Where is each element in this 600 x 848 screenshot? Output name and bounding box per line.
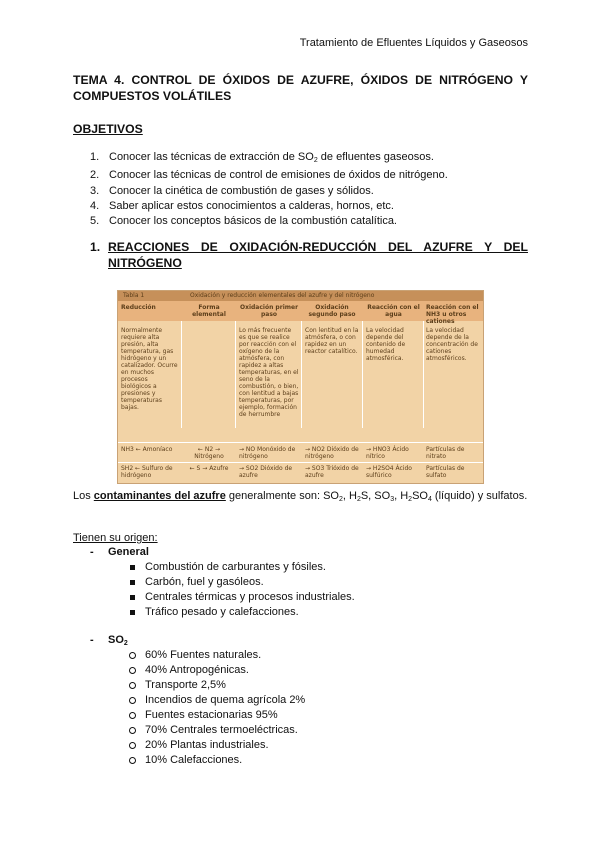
objective-number: 5. [90,215,100,228]
row-separator [118,462,483,463]
list-item: 10% Calefacciones. [128,753,305,768]
objectives-list [90,150,448,229]
table-header-cell: Reacción con el agua [367,304,420,318]
column-divider [423,321,424,428]
table-body-cell: Con lentitud en la atmósfera, o con rapidez en un reactor catalítico. [305,327,359,355]
text-run: , H [342,490,357,502]
text-run: , H [394,490,409,502]
oxidation-table-image [117,290,484,484]
table-body-cell: → NO Monóxido de nitrógeno [239,446,296,460]
table-body-cell: Normalmente requiere alta presión, alta temperatura, gas hidrógeno y un catalizador. Ocurre en muchos procesos biológicos a presiones y temperaturas bajas. [121,327,178,411]
row-separator [118,442,483,443]
section-heading [90,239,528,271]
table-header-cell: Reducción [121,304,156,311]
objective-text: Conocer los conceptos básicos de la combustión catalítica. [109,215,397,228]
objective-number: 1. [90,151,100,163]
column-divider [181,321,182,428]
subscript: 3 [390,496,395,503]
objective-item [90,184,448,199]
table-body-cell: Partículas de nitrato [426,446,465,460]
so2-sources-list [128,648,305,768]
table-body-cell: NH3 ← Amoníaco [121,446,173,453]
table-body-cell: SH2 ← Sulfuro de hidrógeno [121,465,173,479]
table-body-cell: → SO2 Dióxido de azufre [239,465,293,479]
objective-number: 2. [90,169,100,182]
table-body-cell: → SO3 Trióxido de azufre [305,465,359,479]
table-title-bar [118,291,483,301]
list-item: Combustión de carburantes y fósiles. [128,560,355,575]
objective-text: Saber aplicar estos conocimientos a calderas, hornos, etc. [109,199,394,212]
dash-bullet: - [90,634,94,646]
text-run: Los [73,490,94,502]
objective-item [90,199,448,214]
section-number: 1. [90,240,101,254]
column-divider [362,321,363,428]
list-item: Transporte 2,5% [128,678,305,693]
list-item: 40% Antropogénicas. [128,663,305,678]
general-sources-list [128,560,355,620]
bold-underlined-term: contaminantes del azufre [93,490,226,502]
sulfur-contaminants-paragraph [73,488,528,508]
objective-number: 3. [90,184,100,197]
table-body-cell: → NO2 Dióxido de nitrógeno [305,446,359,460]
objective-text: de efluentes gaseosos. [317,151,434,163]
text-run: generalmente son: SO [225,490,339,502]
table-body-cell: → H2SO4 Ácido sulfúrico [366,465,412,479]
subscript: 2 [408,496,413,503]
subscript: 2 [123,640,128,647]
table-header-cell: Reacción con el NH3 u otros cationes [426,304,479,325]
table-header-cell: Forma elemental [192,304,226,318]
column-divider [301,321,302,428]
list-item: Centrales térmicas y procesos industriales. [128,590,355,605]
objective-number: 4. [90,199,100,212]
list-item: Tráfico pesado y calefacciones. [128,605,355,620]
origin-heading: Tienen su origen: [73,532,158,544]
list-item: Carbón, fuel y gasóleos. [128,575,355,590]
subscript: 2 [356,496,361,503]
list-item: Fuentes estacionarias 95% [128,708,305,723]
table-header-cell: Oxidación primer paso [239,304,299,318]
label-text: SO [108,634,124,646]
list-item: Incendios de quema agrícola 2% [128,693,305,708]
section-title: REACCIONES DE OXIDACIÓN-REDUCCIÓN DEL AZUFRE Y DEL NITRÓGENO [108,240,528,270]
text-run: S, SO [360,490,391,502]
table-body-cell: Partículas de sulfato [426,465,465,479]
table-body-cell: Lo más frecuente es que se realice por reacción con el oxígeno de la atmósfera, con rapidez a altas temperaturas, en el seno de la combustión, o bien, con lentitud a bajas temperaturas, por ejemplo, formación de herrumbre [239,327,299,418]
table-caption: Oxidación y reducción elementales del azufre y del nitrógeno [190,292,375,299]
text-run: SO [412,490,428,502]
list-item: 70% Centrales termoeléctricas. [128,723,305,738]
objective-item [90,150,448,168]
group-label-text: General [108,546,149,558]
objectives-heading: OBJETIVOS [73,122,143,136]
table-label: Tabla 1 [123,292,145,299]
objective-item [90,168,448,183]
page-header: Tratamiento de Efluentes Líquidos y Gaseosos [299,37,528,49]
table-body-cell: ← S → Azufre [189,465,229,472]
group-label-text [108,634,128,647]
subscript: 4 [427,496,432,503]
table-body-cell: La velocidad depende de la concentración de cationes atmosféricos. [426,327,478,362]
page-title: TEMA 4. CONTROL DE ÓXIDOS DE AZUFRE, ÓXIDOS DE NITRÓGENO Y COMPUESTOS VOLÁTILES [73,73,528,103]
objective-item [90,214,448,229]
subscript: 2 [313,157,318,164]
table-body-cell: → HNO3 Ácido nítrico [366,446,409,460]
table-header-cell: Oxidación segundo paso [308,304,356,318]
table-body-cell: La velocidad depende del contenido de humedad atmosférica. [366,327,406,362]
text-run: (líquido) y sulfatos. [431,490,528,502]
dash-bullet: - [90,546,94,558]
table-body-cell: ← N2 → Nitrógeno [194,446,224,460]
list-item: 20% Plantas industriales. [128,738,305,753]
objective-text: Conocer la cinética de combustión de gases y sólidos. [109,184,374,197]
list-item: 60% Fuentes naturales. [128,648,305,663]
subscript: 2 [338,496,343,503]
column-divider [235,321,236,428]
objective-text: Conocer las técnicas de extracción de SO [109,151,314,163]
objective-text: Conocer las técnicas de control de emisiones de óxidos de nitrógeno. [109,169,448,182]
